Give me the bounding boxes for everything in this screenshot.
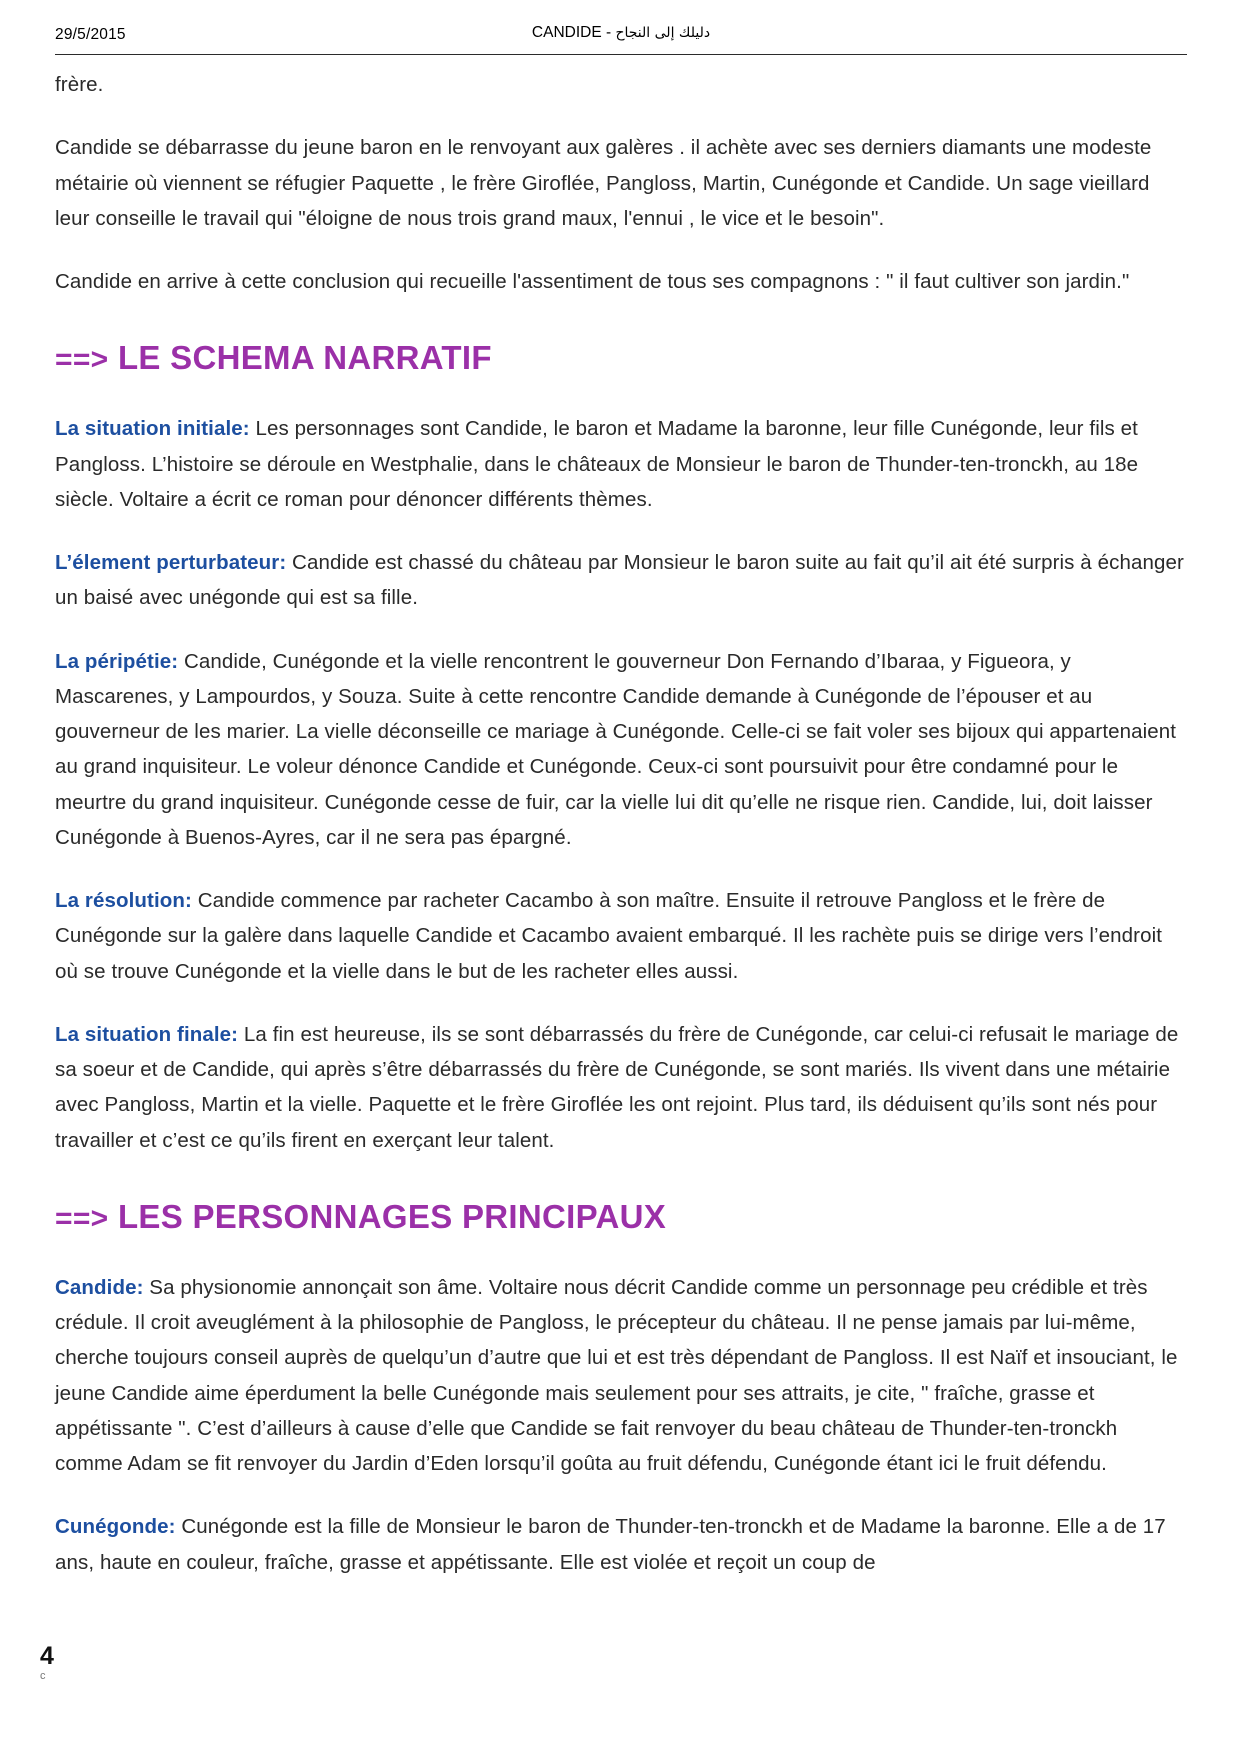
definition-label: L’élement perturbateur: [55,551,287,574]
page-number [40,1644,54,1682]
character-text: Sa physionomie annonçait son âme. Voltaire nous décrit Candide comme un personnage peu crédible et très crédule. Il croit aveuglément à la philosophie de Pangloss, le précepteur du château. Il ne pense jamais par lui-même, cherche toujours conseil auprès de quelqu’un d’autre que lui et est très dépendant de Pangloss. Il est Naïf et insouciant, le jeune Candide aime éperdument la belle Cunégonde mais seulement pour ses attraits, je cite, " fraîche, grasse et appétissante ". C’est d’ailleurs à cause d’elle que Candide se fait renvoyer du beau château de Thunder-ten-tronckh comme Adam se fit renvoyer du Jardin d’Eden lorsqu’il goûta au fruit défendu, Cunégonde étant ici le fruit défendu. [55,1275,1178,1475]
definition-text: Les personnages sont Candide, le baron et Madame la baronne, leur fille Cunégonde, leur fils et Pangloss. L’histoire se déroule en Westphalie, dans le châteaux de Monsieur le baron de Thunder-ten-tronckh, au 18e siècle. Voltaire a écrit ce roman pour dénoncer différents thèmes. [55,417,1139,511]
definition-label: La situation finale: [55,1022,239,1046]
paragraph: Candide en arrive à cette conclusion qui recueille l'assentiment de tous ses compagnons : " il faut cultiver son jardin." [55,270,1130,293]
page-number-sub: c [40,1670,46,1682]
paragraph: Candide se débarrasse du jeune baron en le renvoyant aux galères . il achète avec ses derniers diamants une modeste métairie où viennent se réfugier Paquette , le frère Giroflée, Pangloss, Martin, Cunégonde et Candide. Un sage vieillard leur conseille le travail qui "éloigne de nous trois grand maux, l'ennui , le vice et le besoin". [55,136,1152,230]
document-content [55,55,1187,1580]
definition-resolution [55,883,1187,989]
definition-label: La situation initiale: [55,417,250,441]
section-heading-label: LE SCHEMA NARRATIF [117,339,492,377]
character-candide [55,1270,1187,1482]
definition-situation-initiale [55,411,1187,517]
section-heading-schema-narratif [55,339,1187,377]
definition-element-perturbateur [55,545,1187,616]
page-header [55,22,1187,48]
definition-label: La péripétie: [55,649,179,673]
header-title-arabic: دليلك إلى النجاح [615,25,711,41]
character-cunegonde [55,1509,1187,1580]
paragraph: frère. [55,73,104,96]
definition-text: Candide commence par racheter Cacambo à son maître. Ensuite il retrouve Pangloss et le frère de Cunégonde sur la galère dans laquelle Candide et Cacambo avaient embarqué. Il les rachète puis se dirige vers l’endroit où se trouve Cunégonde et la vielle dans le but de les racheter elles aussi. [55,889,1163,983]
character-label: Cunégonde: [55,1515,176,1539]
section-arrow: ==> [55,343,109,377]
header-title-latin: CANDIDE - [531,24,612,41]
section-arrow: ==> [55,1201,109,1235]
definition-label: La résolution: [55,889,192,912]
definition-peripetie [55,644,1187,856]
character-text: Cunégonde est la fille de Monsieur le baron de Thunder-ten-tronckh et de Madame la baronne. Elle a de 17 ans, haute en couleur, fraîche, grasse et appétissante. Elle est violée et reçoit un coup de [55,1515,1166,1574]
definition-text: Candide est chassé du château par Monsieur le baron suite au fait qu’il ait été surpris à échanger un baisé avec unégonde qui est sa fille. [55,551,1184,610]
header-title [55,24,1187,42]
definition-text: La fin est heureuse, ils se sont débarrassés du frère de Cunégonde, car celui-ci refusait le mariage de sa soeur et de Candide, qui après s’être débarrassés du frère de Cunégonde, se sont mariés. Ils vivent dans une métairie avec Pangloss, Martin et la vielle. Paquette et le frère Giroflée les ont rejoint. Plus tard, ils déduisent qu’ils sont nés pour travailler et c’est ce qu’ils firent en exerçant leur talent. [55,1022,1179,1152]
header-date: 29/5/2015 [55,26,126,43]
section-heading-personnages-principaux [55,1198,1187,1236]
definition-situation-finale [55,1017,1187,1158]
page-number-value: 4 [40,1642,54,1670]
character-label: Candide: [55,1275,144,1299]
section-heading-label: LES PERSONNAGES PRINCIPAUX [117,1197,667,1235]
definition-text: Candide, Cunégonde et la vielle rencontrent le gouverneur Don Fernando d’Ibaraa, y Figueora, y Mascarenes, y Lampourdos, y Souza. Suite à cette rencontre Candide demande à Cunégonde de l’épouser et au gouverneur de les marier. La vielle déconseille ce mariage à Cunégonde. Celle-ci se fait voler ses bijoux qui appartenaient au grand inquisiteur. Le voleur dénonce Candide et Cunégonde. Ceux-ci sont poursuivit pour être condamné pour le meurtre du grand inquisiteur. Cunégonde cesse de fuir, car la vielle lui dit qu’elle ne risque rien. Candide, lui, doit laisser Cunégonde à Buenos-Ayres, car il ne sera pas épargné. [55,649,1177,849]
